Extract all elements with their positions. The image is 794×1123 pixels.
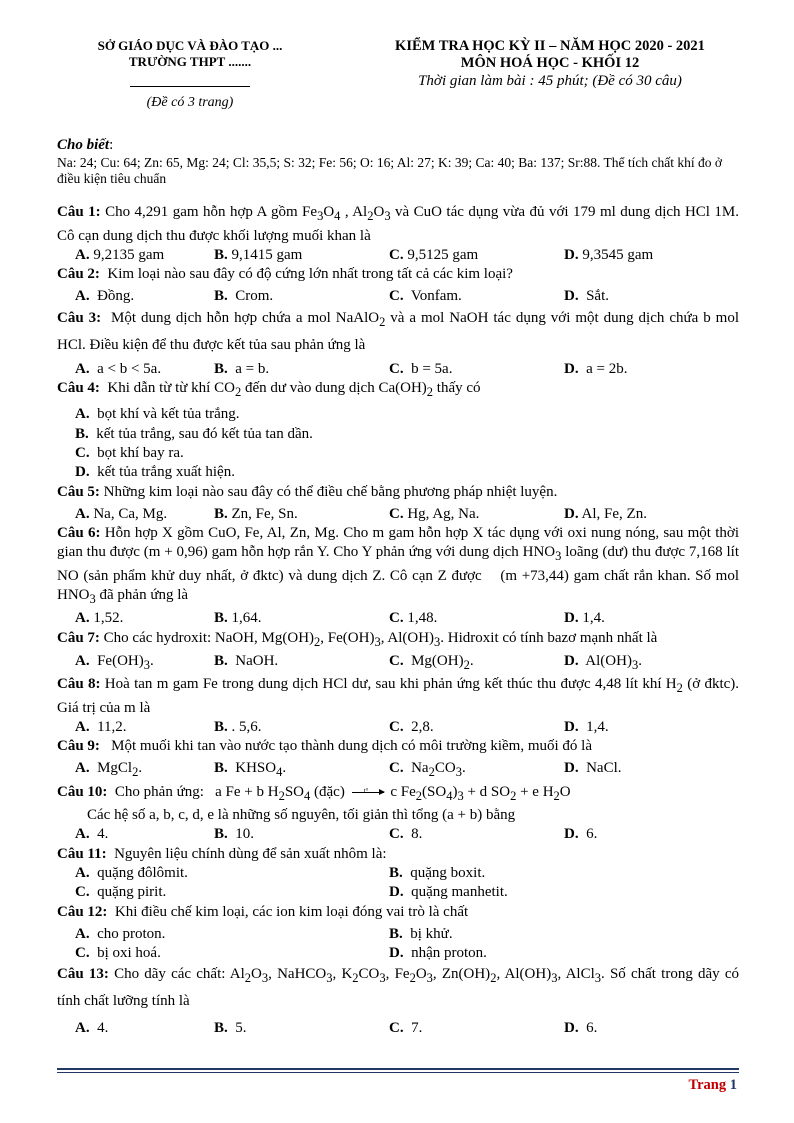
option-b: B. bị khử.	[389, 925, 453, 942]
exam-title: KIỂM TRA HỌC KỲ II – NĂM HỌC 2020 - 2021	[395, 38, 705, 54]
option-b: B. $KHSO_4$.	[214, 760, 287, 780]
option-a: A. MgCl$_2$.	[75, 760, 143, 780]
option-d: D. a = 2b.	[564, 360, 628, 377]
question-9-options	[57, 759, 739, 782]
option-a: A. 1,52.	[75, 610, 124, 627]
option-c: C. $Mg(OH)_2$.	[389, 652, 474, 672]
question-8: Câu 8: Hoà tan m gam Fe trong dung dịch HCl dư, sau khi phản ứng kết thúc thu được 4,48 lít khí $H_2$ (ở đktc). Giá trị của m là	[57, 676, 740, 716]
question-3-options	[57, 360, 739, 379]
question-10: Câu 10: Cho phản ứng: a Fe + b $H_2SO_4$ (đặc) t° c $Fe_2(SO_4)_3 + d$ $SO_2 + e$ $H_2O$	[57, 783, 571, 803]
option-d: D. Al, Fe, Zn.	[564, 505, 647, 522]
option-c: C. bọt khí bay ra.	[75, 444, 184, 461]
option-d: D. 1,4.	[564, 610, 605, 627]
option-a: A. 4.	[75, 1020, 109, 1037]
time-info: Thời gian làm bài : 45 phút; (Đề có 30 câu)	[418, 73, 682, 89]
option-d: D. Sắt.	[564, 288, 610, 305]
option-d: D. 6.	[564, 1020, 598, 1037]
given-section: Cho biết:	[57, 137, 114, 153]
reaction-arrow: t°	[352, 792, 384, 793]
option-d: D. nhận proton.	[389, 945, 487, 962]
option-b: B. Crom.	[214, 288, 274, 305]
option-d: D. $Al(OH)_3$.	[564, 652, 642, 672]
page-count: (Đề có 3 trang)	[146, 95, 234, 110]
question-11-options-cd	[57, 883, 739, 902]
option-d: D. NaCl.	[564, 760, 622, 777]
option-b: B. quặng boxit.	[389, 864, 486, 881]
question-1: Câu 1: Cho 4,291 gam hỗn hợp A gồm $Fe_3O_4$ , $Al_2O_3$ và CuO tác dụng vừa đủ với 179 ml dung dịch HCl 1M. Cô cạn dung dịch thu được khối lượng muối khan là	[57, 204, 740, 244]
option-a: A. Đồng.	[75, 288, 135, 305]
question-3: Câu 3: Một dung dịch hỗn hợp chứa a mol NaAlO$_2$ và a mol NaOH tác dụng với một dung dịch chứa b mol HCl. Điều kiện để thu được kết tủa sau phản ứng là	[57, 309, 739, 353]
option-a: A. 11,2.	[75, 718, 127, 735]
question-4: Câu 4: Khi dẫn từ từ khí $CO_2$ đến dư vào dung dịch $Ca(OH)_2$ thấy có	[57, 380, 481, 400]
option-c: C. 9,5125 gam	[389, 246, 479, 263]
option-a: A. 9,2135 gam	[75, 246, 165, 263]
question-1-options	[57, 246, 739, 265]
header-left	[60, 38, 320, 111]
given-title: Cho biết	[57, 137, 110, 153]
option-c: C. $Na_2CO_3$.	[389, 760, 466, 780]
option-b: B. kết tủa trắng, sau đó kết tủa tan dần.	[75, 425, 313, 442]
question-11: Câu 11: Nguyên liệu chính dùng để sản xuất nhôm là:	[57, 845, 387, 862]
option-d: D. 9,3545 gam	[564, 246, 654, 263]
department: SỞ GIÁO DỤC VÀ ĐÀO TẠO ...	[97, 38, 283, 53]
question-10-options	[57, 825, 739, 844]
question-13-options	[57, 1019, 739, 1038]
header-right	[345, 38, 755, 90]
question-11-options-ab	[57, 864, 739, 883]
question-5: Câu 5: Những kim loại nào sau đây có thể điều chế bằng phương pháp nhiệt luyện.	[57, 483, 558, 500]
option-c: C. Hg, Ag, Na.	[389, 505, 480, 522]
school-name: TRƯỜNG THPT .......	[128, 54, 252, 69]
option-d: D. 6.	[564, 826, 598, 843]
question-5-options	[57, 505, 739, 524]
option-b: B. 9,1415 gam	[214, 246, 303, 263]
option-a: A. a < b < 5a.	[75, 360, 162, 377]
option-d: D. 1,4.	[564, 718, 609, 735]
question-12: Câu 12: Khi điều chế kim loại, các ion kim loại đóng vai trò là chất	[57, 903, 469, 920]
option-b: B. Zn, Fe, Sn.	[214, 505, 298, 522]
option-a: A. Na, Ca, Mg.	[75, 505, 168, 522]
question-7: Câu 7: Cho các hydroxit: NaOH, $Mg(OH)_2$, $Fe(OH)_3$, $Al(OH)_3$. Hidroxit có tính bazơ mạnh nhất là	[57, 629, 658, 649]
question-7-options	[57, 652, 739, 675]
subject-title: MÔN HOÁ HỌC - KHỐI 12	[460, 55, 640, 71]
question-6: Câu 6: Hỗn hợp X gồm CuO, Fe, Al, Zn, Mg. Cho m gam hỗn hợp X tác dụng với oxi nung nóng, sau một thời gian thu được (m + 0,96) gam hỗn hợp rắn Y. Cho Y phản ứng với dung dịch $HNO_3$ loãng (dư) thu được 7,168 lít NO (sản phẩm khử duy nhất, ở đktc) và dung dịch Z. Cô cạn Z được (m +73,44) gam chất rắn khan. Số mol $HNO_3$ đã phản ứng là	[57, 525, 739, 607]
option-b: B. NaOH.	[214, 652, 279, 669]
option-b: B. 10.	[214, 826, 255, 843]
question-12-options-ab	[57, 925, 739, 944]
question-10-prompt: Các hệ số a, b, c, d, e là những số nguyên, tối giản thì tổng (a + b) bằng	[87, 807, 516, 824]
option-d: D. kết tủa trắng xuất hiện.	[75, 464, 235, 481]
exam-content	[57, 136, 739, 1039]
question-2-options	[57, 287, 739, 306]
footer-divider	[57, 1068, 739, 1073]
question-12-options-cd	[57, 944, 739, 963]
option-c: C. Vonfam.	[389, 288, 462, 305]
option-b: B. a = b.	[214, 360, 270, 377]
option-c: C. 1,48.	[389, 610, 438, 627]
question-6-options	[57, 609, 739, 628]
option-c: C. 2,8.	[389, 718, 434, 735]
option-a: A. 4.	[75, 826, 109, 843]
option-d: D. quặng manhetit.	[389, 884, 508, 901]
option-c: C. b = 5a.	[389, 360, 453, 377]
option-b: B. . 5,6.	[214, 718, 262, 735]
header-divider	[130, 86, 250, 87]
option-a: A. bọt khí và kết tủa trắng.	[75, 406, 240, 423]
question-13: Câu 13: Cho dãy các chất: $Al_2O_3$, NaHCO$_3$, $K_2CO_3$, $Fe_2O_3$, $Zn(OH)_2$, $Al(OH)_3$, AlCl$_3$. Số chất trong dãy có tính chất lưỡng tính là	[57, 966, 740, 1010]
given-text: Na: 24; Cu: 64; Zn: 65, Mg: 24; Cl: 35,5; S: 32; Fe: 56; O: 16; Al: 27; K: 39; Ca: 40; Ba: 137; Sr:88. Thể tích chất khí đo ở điều kiện tiêu chuẩn	[57, 155, 723, 187]
option-a: A. quặng đôlômit.	[75, 864, 188, 881]
option-c: C. 8.	[389, 826, 423, 843]
option-b: B. 5.	[214, 1020, 247, 1037]
option-a: A. $Fe(OH)_3$.	[75, 652, 154, 672]
page-number: Trang 1	[688, 1077, 737, 1093]
option-c: C. quặng pirit.	[75, 884, 167, 901]
question-2: Câu 2: Kim loại nào sau đây có độ cứng lớn nhất trong tất cả các kim loại?	[57, 266, 513, 283]
question-8-options	[57, 718, 739, 737]
option-c: C. bị oxi hoá.	[75, 945, 161, 962]
question-9: Câu 9: Một muối khi tan vào nước tạo thành dung dịch có môi trường kiềm, muối đó là	[57, 738, 592, 755]
option-a: A. cho proton.	[75, 925, 166, 942]
option-c: C. 7.	[389, 1020, 423, 1037]
option-b: B. 1,64.	[214, 610, 262, 627]
